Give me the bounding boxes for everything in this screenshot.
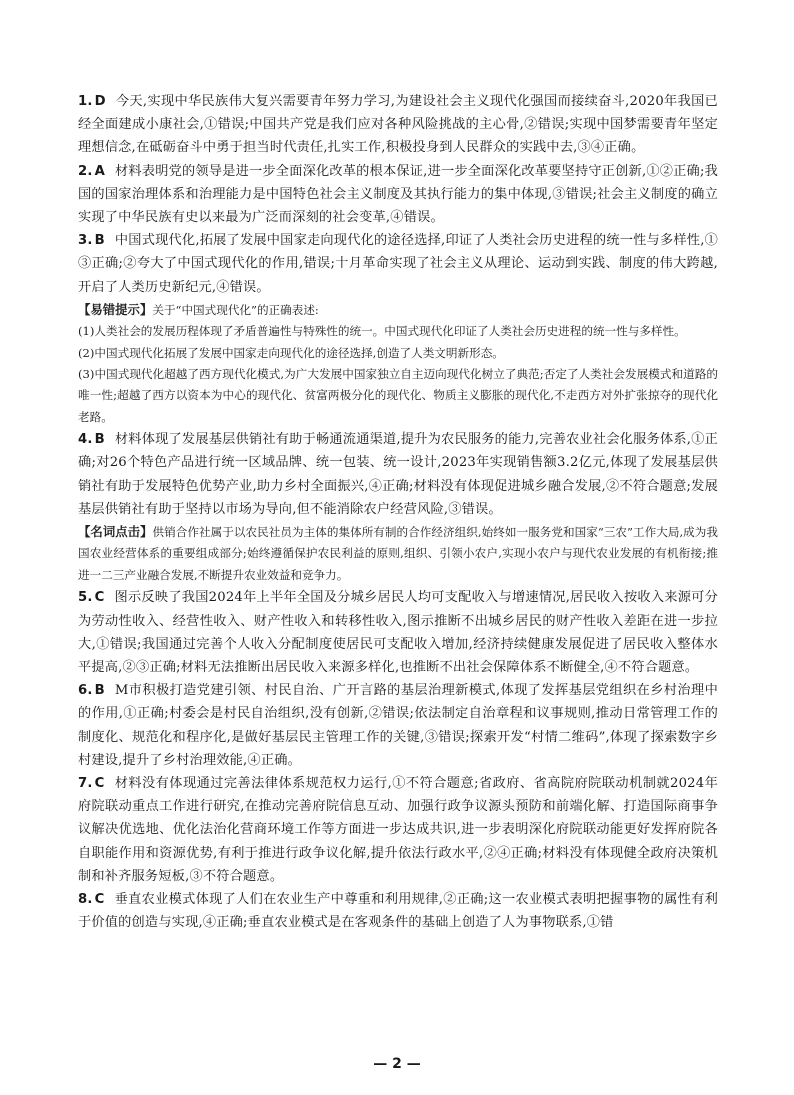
question-2 bbox=[78, 160, 718, 230]
question-5 bbox=[78, 586, 718, 679]
answer-letter: C bbox=[94, 775, 105, 791]
question-8 bbox=[78, 888, 718, 934]
error-tip-intro: 关于“中国式现代化”的正确表述: bbox=[152, 302, 319, 317]
question-number: 8. bbox=[78, 891, 93, 907]
answer-letter: C bbox=[94, 891, 105, 907]
answer-letter: B bbox=[94, 233, 105, 249]
explanation-text: 材料没有体现通过完善法律体系规范权力运行,①不符合题意;省政府、省高院府院联动机制就2024年府院联动重点工作进行研究,在推动完善府院信息互动、加强行政争议源头预防和前端化解、打造国际商事争议解决优选地、优化法治化营商环境工作等方面进一步达成共识,进一步表明深化府院联动能更好发挥府院各自职能作用和资源优势,有利于推进行政争议化解,提升依法行政水平,②④正确;材料没有体现健全政府决策机制和补齐服务短板,③不符合题意。 bbox=[78, 775, 718, 884]
question-7 bbox=[78, 772, 718, 888]
explanation-text: M市积极打造党建引领、村民自治、广开言路的基层治理新模式,体现了发挥基层党组织在乡村治理中的作用,①正确;村委会是村民自治组织,没有创新,②错误;依法制定自治章程和议事规则,推动日常管理工作的制度化、规范化和程序化,是做好基层民主管理工作的关键,③错误;探索开发“村情二维码”,体现了探索数字乡村建设,提升了乡村治理效能,④正确。 bbox=[78, 683, 718, 768]
error-tip-box bbox=[78, 299, 718, 428]
answer-content bbox=[78, 90, 718, 934]
question-4 bbox=[78, 428, 718, 521]
term-note-text: 供销合作社属于以农民社员为主体的集体所有制的合作经济组织,始终如一服务党和国家“三农”工作大局,成为我国农业经营体系的重要组成部分;始终遵循保护农民利益的原则,组织、引领小农户,实现小农户与现代农业发展的有机衔接;推进一二三产业融合发展,不断提升农业效益和竞争力。 bbox=[78, 525, 719, 582]
explanation-text: 材料体现了发展基层供销社有助于畅通流通渠道,提升为农民服务的能力,完善农业社会化服务体系,①正确;对26个特色产品进行统一区域品牌、统一包装、统一设计,2023年实现销售额3.2亿元,体现了发展基层供销社有助于发展特色优势产业,助力乡村全面振兴,④正确;材料没有体现促进城乡融合发展,②不符合题意;发展基层供销社有助于坚持以市场为导向,但不能消除农户经营风险,③错误。 bbox=[78, 432, 718, 517]
question-3 bbox=[78, 229, 718, 299]
answer-letter: D bbox=[94, 94, 106, 109]
error-tip-item: (1)人类社会的发展历程体现了矛盾普遍性与特殊性的统一。中国式现代化印证了人类社会历史进程的统一性与多样性。 bbox=[78, 324, 686, 339]
answer-letter: C bbox=[94, 590, 105, 606]
question-number: 6. bbox=[78, 683, 93, 699]
explanation-text: 垂直农业模式体现了人们在农业生产中尊重和利用规律,②正确;这一农业模式表明把握事物的属性有利于价值的创造与实现,④正确;垂直农业模式是在客观条件的基础上创造了人为事物联系,①错 bbox=[78, 891, 718, 931]
error-tip-heading bbox=[78, 299, 718, 321]
question-1 bbox=[78, 90, 718, 160]
answer-letter: B bbox=[94, 683, 105, 699]
term-note bbox=[78, 521, 718, 586]
error-tip-item: (3)中国式现代化超越了西方现代化模式,为广大发展中国家独立自主迈向现代化树立了典范;否定了人类社会发展模式和道路的唯一性;超越了西方以资本为中心的现代化、贫富两极分化的现代化、物质主义膨胀的现代化,不走西方对外扩张掠夺的现代化老路。 bbox=[78, 367, 718, 424]
term-note-title: 【名词点击】 bbox=[78, 524, 153, 540]
question-number: 3. bbox=[78, 233, 93, 249]
explanation-text: 中国式现代化,拓展了发展中国家走向现代化的途径选择,印证了人类社会历史进程的统一性与多样性,①③正确;②夸大了中国式现代化的作用,错误;十月革命实现了社会主义从理论、运动到实践、制度的伟大跨越,开启了人类历史新纪元,④错误。 bbox=[78, 233, 718, 295]
answer-letter: B bbox=[94, 432, 105, 448]
error-tip-item: (2)中国式现代化拓展了发展中国家走向现代化的途径选择,创造了人类文明新形态。 bbox=[78, 345, 504, 360]
question-6 bbox=[78, 679, 718, 772]
explanation-text: 今天,实现中华民族伟大复兴需要青年努力学习,为建设社会主义现代化强国而接续奋斗,2020年我国已经全面建成小康社会,①错误;中国共产党是我们应对各种风险挑战的主心骨,②错误;实现中国梦需要青年坚定理想信念,在砥砺奋斗中勇于担当时代责任,扎实工作,积极投身到人民群众的实践中去,③④正确。 bbox=[78, 94, 718, 156]
explanation-text: 图示反映了我国2024年上半年全国及分城乡居民人均可支配收入与增速情况,居民收入按收入来源可分为劳动性收入、经营性收入、财产性收入和转移性收入,图示推断不出城乡居民的财产性收入差距在进一步拉大,①错误;我国通过完善个人收入分配制度使居民可支配收入增加,经济持续健康发展促进了居民收入整体水平提高,②③正确;材料无法推断出居民收入来源多样化,也推断不出社会保障体系不断健全,④不符合题意。 bbox=[78, 590, 718, 675]
explanation-text: 材料表明党的领导是进一步全面深化改革的根本保证,进一步全面深化改革要坚持守正创新,①②正确;我国的国家治理体系和治理能力是中国特色社会主义制度及其执行能力的集中体现,③错误;社会主义制度的确立实现了中华民族有史以来最为广泛而深刻的社会变革,④错误。 bbox=[78, 163, 718, 226]
page-number: — 2 — bbox=[373, 1056, 421, 1072]
answer-letter: A bbox=[94, 163, 105, 179]
error-tip-title: 【易错提示】 bbox=[78, 301, 153, 317]
question-number: 4. bbox=[78, 432, 93, 448]
question-number: 7. bbox=[78, 775, 93, 791]
question-number: 5. bbox=[78, 590, 93, 606]
question-number: 1. bbox=[78, 94, 93, 109]
question-number: 2. bbox=[78, 163, 93, 179]
